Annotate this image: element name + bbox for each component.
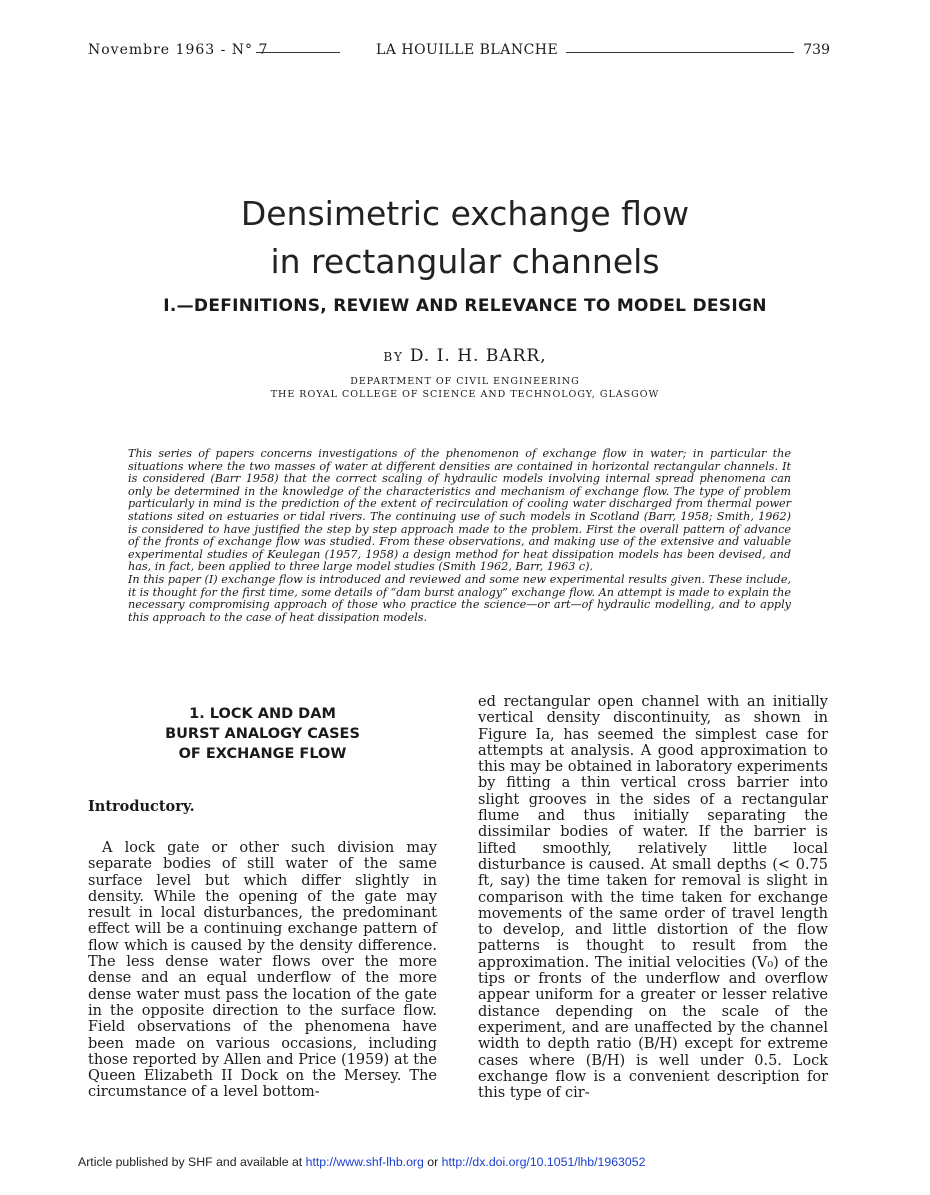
abstract-paragraph-1: This series of papers concerns investigations of the phenomenon of exchange flow in water; in particular the situations where the two masses of water at different densities are contained in horizontal rectangular channels. It is considered (Barr 1958) that the correct scaling of hydraulic models involving internal spread phenomena can only be determined in the knowledge of the characteristics and mechanism of exchange flow. The type of problem particularly in mind is the prediction of the extent of recirculation of cooling water discharged from thermal power stations sited on estuaries or tidal rivers. The continuing use of such models in Scotland (Barr, 1958; Smith, 1962) is considered to have justified the step by step approach made to the problem. First the overall pattern of advance of the fronts of exchange flow was studied. From these observations, and making use of the extensive and valuable experimental studies of Keulegan (1957, 1958) a design method for heat dissipation models has been devised, and has, in fact, been applied to three large model studies (Smith 1962, Barr, 1963 c). — [128, 447, 791, 574]
header-rule-right — [566, 52, 794, 53]
abstract — [128, 448, 791, 624]
body-paragraph-left: A lock gate or other such division may separate bodies of still water of the same surface level but which differ slightly in density. While the opening of the gate may result in local disturbances, the predominant effect will be a continuing exchange pattern of flow which is caused by the density difference. The less dense water flows over the more dense and an equal underflow of the more dense water must pass the location of the gate in the opposite direction to the surface flow. Field observations of the phenomena have been made on various occasions, including those reported by Allen and Price (1959) at the Queen Elizabeth II Dock on the Mersey. The circumstance of a level bottom- — [88, 840, 437, 1101]
section-heading-line-1: 1. LOCK AND DAM — [189, 706, 336, 722]
header-rule-left — [256, 52, 340, 53]
journal-website-link[interactable]: http://www.shf-lhb.org — [305, 1155, 424, 1169]
abstract-paragraph-2: In this paper (I) exchange flow is introduced and reviewed and some new experimental results given. These include, it is thought for the first time, some details of “dam burst analogy” exchange flow. An attempt is made to explain the necessary compromising approach of those who practice the science—or art—of hydraulic modelling, and to apply this approach to the case of heat dissipation models. — [128, 572, 791, 624]
subsection-heading: Introductory. — [88, 798, 195, 815]
author-name: D. I. H. BARR, — [409, 346, 547, 366]
doi-link[interactable]: http://dx.doi.org/10.1051/lhb/1963052 — [441, 1155, 646, 1169]
journal-name: LA HOUILLE BLANCHE — [376, 42, 559, 58]
body-paragraph-right: ed rectangular open channel with an initially vertical density discontinuity, as shown in Figure Ia, has seemed the simplest case for attempts at analysis. A good approximation to this may be obtained in laboratory experiments by fitting a thin vertical cross barrier into slight grooves in the sides of a rectangular flume and thus initially separating the dissimilar bodies of water. If the barrier is lifted smoothly, relatively little local disturbance is caused. At small depths (< 0.75 ft, say) the time taken for removal is slight in comparison with the time taken for exchange movements of the same order of travel length to develop, and little distortion of the flow patterns is thought to result from the approximation. The initial velocities (V₀) of the tips or fronts of the underflow and overflow appear uniform for a greater or lesser relative distance depending on the scale of the experiment, and are unaffected by the channel width to depth ratio (B/H) except for extreme cases where (B/H) is well under 0.5. Lock exchange flow is a convenient description for this type of cir- — [478, 694, 828, 1102]
section-heading — [88, 704, 437, 764]
by-label: BY — [383, 350, 404, 364]
body-column-right — [478, 694, 828, 1101]
footer-middle: or — [423, 1155, 442, 1169]
journal-issue: Novembre 1963 - N° 7 — [88, 42, 269, 58]
publication-footer — [78, 1155, 645, 1169]
subtitle: I.—DEFINITIONS, REVIEW AND RELEVANCE TO MODEL DESIGN — [163, 296, 767, 316]
page-number: 739 — [803, 42, 830, 58]
affiliation-institution: THE ROYAL COLLEGE OF SCIENCE AND TECHNOLOGY, GLASGOW — [270, 389, 660, 400]
author-line — [0, 346, 930, 366]
footer-prefix: Article published by SHF and available at — [78, 1155, 306, 1169]
section-heading-line-3: OF EXCHANGE FLOW — [178, 746, 347, 762]
title-line-1: Densimetric exchange flow — [240, 194, 690, 233]
running-header — [88, 40, 830, 62]
title-line-2: in rectangular channels — [270, 242, 660, 281]
body-column-left — [88, 840, 437, 1101]
affiliation-department: DEPARTMENT OF CIVIL ENGINEERING — [350, 376, 580, 387]
section-heading-line-2: BURST ANALOGY CASES — [165, 726, 360, 742]
